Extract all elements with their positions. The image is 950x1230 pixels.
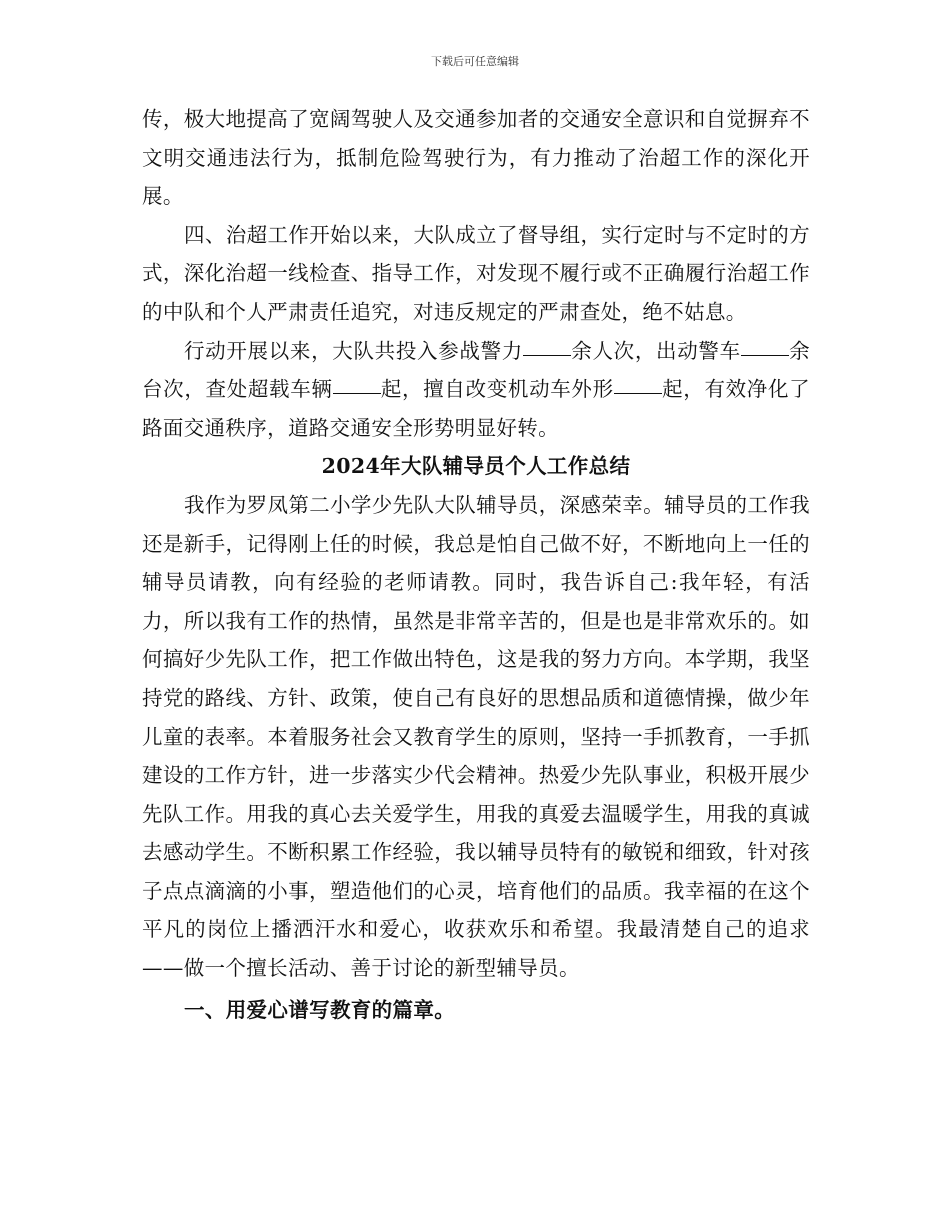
results-text-d: 起，擅自改变机动车外形 [380, 377, 614, 402]
blank-police-count [523, 354, 571, 356]
blank-modification-count [614, 392, 662, 394]
blank-overload-count [333, 392, 381, 394]
results-text-e: 起，有效净化了路面交通秩序，道路交通安全形势明显好转。 [142, 377, 811, 440]
results-text-a: 行动开展以来，大队共投入参战警力 [184, 338, 523, 363]
document-body [142, 100, 810, 1029]
paragraph-results [142, 332, 810, 448]
paragraph-supervision: 四、治超工作开始以来，大队成立了督导组，实行定时与不定时的方式，深化治超一线检查、指导工作，对发现不履行或不正确履行治超工作的中队和个人严肃责任追究，对违反规定的严肃查处，绝不姑息。 [142, 222, 810, 324]
paragraph-summary: 我作为罗凤第二小学少先队大队辅导员，深感荣幸。辅导员的工作我还是新手，记得刚上任的时候，我总是怕自己做不好，不断地向上一任的辅导员请教，向有经验的老师请教。同时，我告诉自己:我年轻，有活力，所以我有工作的热情，虽然是非常辛苦的，但是也是非常欢乐的。如何搞好少先队工作，把工作做出特色，这是我的努力方向。本学期，我坚持党的路线、方针、政策，使自己有良好的思想品质和道德情操，做少年儿童的表率。本着服务社会又教育学生的原则，坚持一手抓教育，一手抓建设的工作方针，进一步落实少代会精神。热爱少先队事业，积极开展少先队工作。用我的真心去关爱学生，用我的真爱去温暖学生，用我的真诚去感动学生。不断积累工作经验，我以辅导员特有的敏锐和细致，针对孩子点点滴滴的小事，塑造他们的心灵，培育他们的品质。我幸福的在这个平凡的岗位上播洒汗水和爱心，收获欢乐和希望。我最清楚自己的追求——做一个擅长活动、善于讨论的新型辅导员。 [142, 492, 810, 981]
document-title: 2024年大队辅导员个人工作总结 [321, 454, 631, 479]
results-text-b: 余人次，出动警车 [570, 338, 741, 363]
section-heading-1: 一、用爱心谱写教育的篇章。 [184, 997, 456, 1022]
page-header: 下载后可任意编辑 [431, 55, 519, 68]
blank-vehicle-count [741, 354, 789, 356]
paragraph-continuation: 传，极大地提高了宽阔驾驶人及交通参加者的交通安全意识和自觉摒弃不文明交通违法行为，抵制危险驾驶行为，有力推动了治超工作的深化开展。 [142, 107, 810, 209]
results-text-c: 余台次，查处超载车辆 [142, 338, 810, 402]
